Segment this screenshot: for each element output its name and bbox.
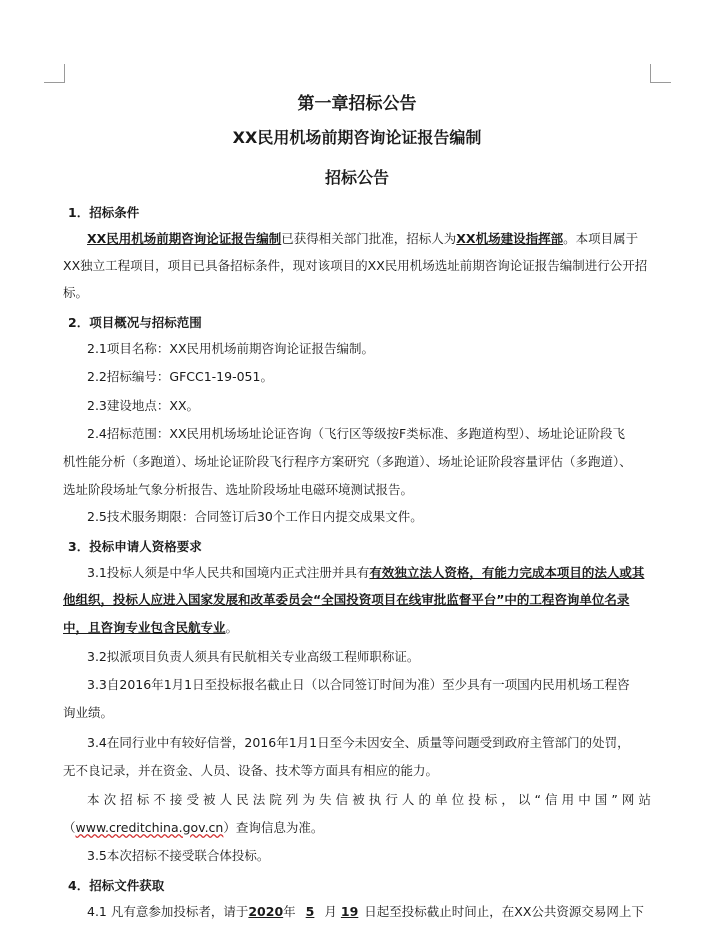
s1-text: 已获得相关部门批准，招标人为 [281,231,457,246]
s2-item-4-line-1: 2.4招标范围：XX民用机场场址论证咨询（飞行区等级按F类标准、多跑道构型）、场址论证阶段飞 [87,426,625,441]
s3-req-4-line-2: 无不良记录，并在资金、人员、设备、技术等方面具有相应的能力。 [63,763,439,778]
s3-req-5: 3.5本次招标不接受联合体投标。 [87,848,270,863]
s1-text: 。本项目属于 [563,231,639,246]
tenderer-name-emphasis: XX机场建设指挥部 [456,231,564,246]
s3-req-2: 3.2拟派项目负责人须具有民航相关专业高级工程师职称证。 [87,649,420,664]
s3-req-1-line-1 [87,565,644,581]
s2-item-5: 2.5技术服务期限：合同签订后30个工作日内提交成果文件。 [87,509,423,524]
project-title: XX民用机场前期咨询论证报告编制 [232,128,482,147]
section-4-heading: 4．招标文件获取 [68,878,165,893]
s4-text: 日起至投标截止时间止，在XX公共资源交易网上下 [364,904,644,919]
crop-mark-top-left [44,64,65,83]
s4-text: 4.1 凡有意参加投标者，请于 [87,904,249,919]
s2-item-4-line-2: 机性能分析（多跑道）、场址论证阶段飞行程序方案研究（多跑道）、场址论证阶段容量评估（多跑道）、 [63,454,632,469]
s2-item-2: 2.2招标编号：GFCC1-19-051。 [87,369,273,384]
s3-text: ）查询信息为准。 [223,820,324,835]
s3-credit-line-2 [63,820,323,836]
notice-title: 招标公告 [324,168,389,187]
date-day: 19 [340,904,359,919]
s2-item-1: 2.1项目名称：XX民用机场前期咨询论证报告编制。 [87,341,375,356]
s3-text: 。 [225,620,239,635]
qualification-emphasis-end: 中，且咨询专业包含民航专业 [63,620,226,635]
s3-req-1-line-2: 他组织，投标人应进入国家发展和改革委员会“全国投资项目在线审批监督平台”中的工程咨询单位名录 [63,592,630,607]
section-2-heading: 2．项目概况与招标范围 [68,315,202,330]
s3-req-3-line-2: 询业绩。 [63,705,114,720]
project-name-emphasis: XX民用机场前期咨询论证报告编制 [87,231,282,246]
s3-text: 3.1投标人须是中华人民共和国境内正式注册并具有 [87,565,370,580]
qualification-emphasis: 有效独立法人资格，有能力完成本项目的法人或其 [369,565,645,580]
s4-paragraph-line-1 [87,904,644,920]
date-year-unit: 年 [283,904,296,919]
date-month-unit: 月 [324,904,337,919]
s1-paragraph-line-3: 标。 [63,285,89,300]
crop-mark-top-right [650,64,671,83]
s3-req-4-line-1: 3.4在同行业中有较好信誉，2016年1月1日至今未因安全、质量等问题受到政府主管部门的处罚， [87,735,630,750]
section-1-heading: 1．招标条件 [68,205,140,220]
s3-req-1-line-3 [63,620,238,636]
date-year: 2020 [248,904,284,919]
s1-paragraph-line-2: XX独立工程项目，项目已具备招标条件，现对该项目的XX民用机场选址前期咨询论证报告编制进行公开招 [63,258,648,273]
section-3-heading: 3．投标申请人资格要求 [68,539,202,554]
s2-item-4-line-3: 选址阶段场址气象分析报告、选址阶段场址电磁环境测试报告。 [63,482,414,497]
chapter-title: 第一章招标公告 [297,94,417,114]
s2-item-3: 2.3建设地点：XX。 [87,398,200,413]
s3-credit-line-1: 本次招标不接受被人民法院列为失信被执行人的单位投标，以“信用中国”网站 [87,792,651,807]
s3-text: （ [63,820,76,835]
date-month: 5 [305,904,315,919]
s1-paragraph-line-1 [87,231,638,247]
credit-china-link[interactable]: www.creditchina.gov.cn [75,820,224,835]
s3-req-3-line-1: 3.3自2016年1月1日至投标报名截止日（以合同签订时间为准）至少具有一项国内民用机场工程咨 [87,677,630,692]
